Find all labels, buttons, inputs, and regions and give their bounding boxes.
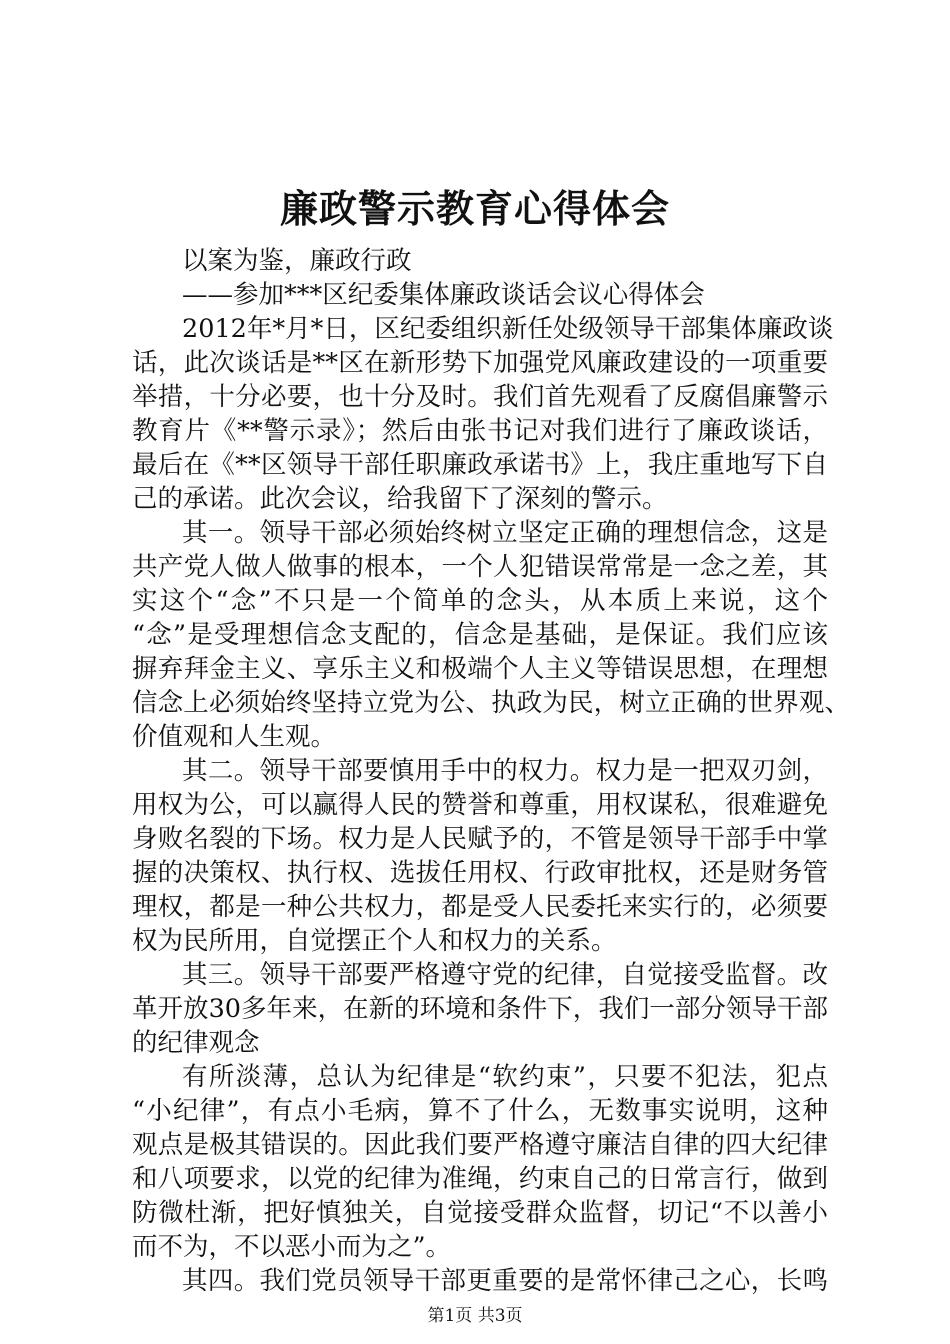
body-line: 观点是极其错误的。因此我们要严格遵守廉洁自律的四大纪律: [132, 1130, 828, 1160]
body-line: 其四。我们党员领导干部更重要的是常怀律己之心，长鸣: [182, 1266, 828, 1296]
page-footer: 第1页 共3页: [427, 1306, 523, 1326]
body-line: 的纪律观念: [132, 1028, 260, 1058]
body-line: 其三。领导干部要严格遵守党的纪律，自觉接受监督。改: [182, 960, 828, 990]
body-line: 用权为公，可以赢得人民的赞誉和尊重，用权谋私，很难避免: [132, 790, 828, 820]
body-line: “念”是受理想信念支配的，信念是基础，是保证。我们应该: [132, 620, 828, 650]
body-line: 权为民所用，自觉摆正个人和权力的关系。: [132, 926, 617, 956]
body-line: 防微杜渐，把好慎独关，自觉接受群众监督，切记“不以善小: [132, 1198, 828, 1228]
body-line: 话，此次谈话是**区在新形势下加强党风廉政建设的一项重要: [132, 348, 828, 378]
body-line: 有所淡薄，总认为纪律是“软约束”，只要不犯法，犯点: [182, 1062, 828, 1092]
body-line: 革开放30多年来，在新的环境和条件下，我们一部分领导干部: [132, 994, 828, 1024]
body-line: 信念上必须始终坚持立党为公、执政为民，树立正确的世界观、: [132, 688, 850, 718]
body-line: 其二。领导干部要慎用手中的权力。权力是一把双刃剑，: [182, 756, 828, 786]
subtitle-line: 以案为鉴，廉政行政: [182, 246, 412, 276]
body-line: 2012年*月*日，区纪委组织新任处级领导干部集体廉政谈: [182, 314, 834, 344]
body-line: 而不为，不以恶小而为之”。: [132, 1232, 452, 1262]
body-line: 共产党人做人做事的根本，一个人犯错误常常是一念之差，其: [132, 552, 828, 582]
body-line: 理权，都是一种公共权力，都是受人民委托来实行的，必须要: [132, 892, 828, 922]
body-line: 价值观和人生观。: [132, 722, 337, 752]
body-line: 握的决策权、执行权、选拔任用权、行政审批权，还是财务管: [132, 858, 828, 888]
body-line: 实这个“念”不只是一个简单的念头，从本质上来说，这个: [132, 586, 828, 616]
body-line: 举措，十分必要，也十分及时。我们首先观看了反腐倡廉警示: [132, 382, 828, 412]
body-line: 己的承诺。此次会议，给我留下了深刻的警示。: [132, 484, 668, 514]
body-line: 和八项要求，以党的纪律为准绳，约束自己的日常言行，做到: [132, 1164, 828, 1194]
body-line: 身败名裂的下场。权力是人民赋予的，不管是领导干部手中掌: [132, 824, 828, 854]
subtitle-line: ——参加***区纪委集体廉政谈话会议心得体会: [182, 280, 705, 310]
body-line: “小纪律”，有点小毛病，算不了什么，无数事实说明，这种: [132, 1096, 828, 1126]
body-line: 教育片《**警示录》；然后由张书记对我们进行了廉政谈话，: [132, 416, 828, 446]
body-line: 最后在《**区领导干部任职廉政承诺书》上，我庄重地写下自: [132, 450, 828, 480]
document-title: 廉政警示教育心得体会: [279, 187, 670, 231]
body-line: 其一。领导干部必须始终树立坚定正确的理想信念，这是: [182, 518, 828, 548]
body-line: 摒弃拜金主义、享乐主义和极端个人主义等错误思想，在理想: [132, 654, 828, 684]
